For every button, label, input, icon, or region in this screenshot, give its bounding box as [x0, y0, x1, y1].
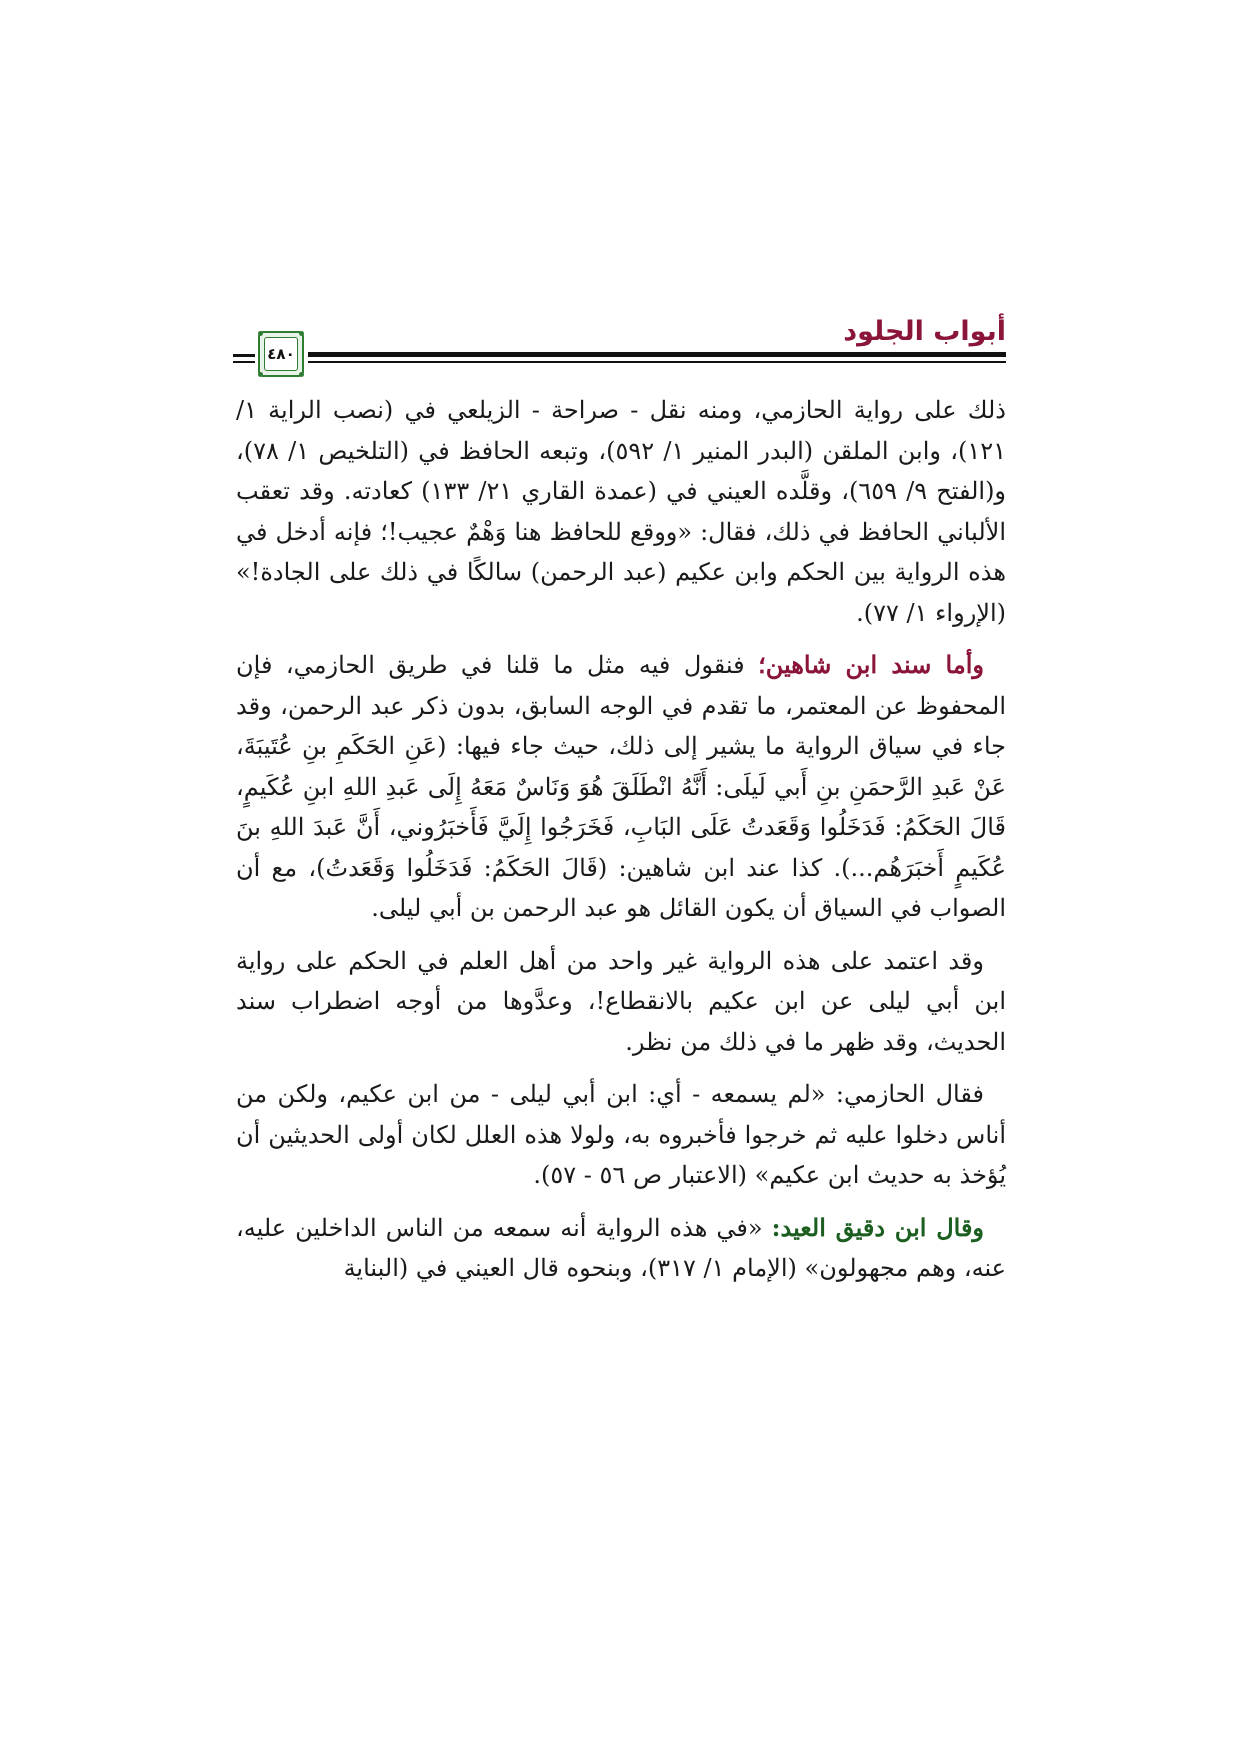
paragraph-5-lead: وقال ابن دقيق العيد: [771, 1212, 985, 1242]
badge-corner-ornament [299, 372, 304, 377]
page-number: ٤٨٠ [267, 345, 295, 363]
header-rule-thin [308, 361, 1006, 363]
paragraph-4: فقال الحازمي: «لم يسمعه - أي: ابن أبي ليلى - من ابن عكيم، ولكن من أناس دخلوا عليه ثم خرجوا فأخبروه به، ولولا هذه العلل لكان أولى الحديثين أن يُؤخذ به حديث ابن عكيم» (الاعتبار ص ٥٦ - ٥٧). [236, 1080, 1007, 1189]
badge-corner-ornament [299, 331, 304, 336]
paragraph-2-lead: وأما سند ابن شاهين؛ [758, 650, 984, 679]
badge-corner-ornament [258, 331, 263, 336]
paragraph-2 [236, 645, 1006, 929]
page-number-badge [258, 331, 304, 377]
header-rule-left-thick [233, 354, 255, 357]
badge-corner-ornament [258, 372, 263, 377]
page-body [236, 390, 1006, 1301]
paragraph-5-text: «في هذه الرواية أنه سمعه من الناس الداخلين عليه، عنه، وهم مجهولون» (الإمام ١/ ٣١٧)، وبنحوه قال العيني في (البناية [236, 1213, 1006, 1282]
header-rule-left-thin [233, 361, 255, 363]
paragraph-2-text: فنقول فيه مثل ما قلنا في طريق الحازمي، فإن المحفوظ عن المعتمر، ما تقدم في الوجه السابق، بدون ذكر عبد الرحمن، وقد جاء في سياق الرواية ما يشير إلى ذلك، حيث جاء فيها: (عَنِ الحَكَمِ بنِ عُتَيبَةَ، عَنْ عَبدِ الرَّحمَنِ بنِ أَبي لَيلَى: أَنَّهُ انْطَلَقَ هُوَ وَنَاسٌ مَعَهُ إِلَى عَبدِ اللهِ ابنِ عُكَيمٍ، قَالَ الحَكَمُ: فَدَخَلُوا وَقَعَدتُ عَلَى البَابِ، فَخَرَجُوا إِلَيَّ فَأَخبَرُوني، أَنَّ عَبدَ اللهِ بنَ عُكَيمٍ أَخبَرَهُم...). كذا عند ابن شاهين: (قَالَ الحَكَمُ: فَدَخَلُوا وَقَعَدتُ)، مع أن الصواب في السياق أن يكون القائل هو عبد الرحمن بن أبي ليلى. [236, 651, 1007, 922]
paragraph-5 [236, 1208, 1006, 1289]
paragraph-3: وقد اعتمد على هذه الرواية غير واحد من أهل العلم في الحكم على رواية ابن أبي ليلى عن ابن عكيم بالانقطاع!، وعدَّوها من أوجه اضطراب سند الحديث، وقد ظهر ما في ذلك من نظر. [236, 946, 1006, 1056]
page-header [236, 318, 1006, 380]
header-rule-thick [308, 352, 1006, 357]
chapter-title: أبواب الجلود [843, 316, 1006, 347]
paragraph-1: ذلك على رواية الحازمي، ومنه نقل - صراحة - الزيلعي في (نصب الراية ١/ ١٢١)، وابن الملقن (البدر المنير ١/ ٥٩٢)، وتبعه الحافظ في (التلخيص ١/ ٧٨)، و(الفتح ٩/ ٦٥٩)، وقلَّده العيني في (عمدة القاري ٢١/ ١٣٣) كعادته. وقد تعقب الألباني الحافظ في ذلك، فقال: «ووقع للحافظ هنا وَهْمٌ عجيب!؛ فإنه أدخل في هذه الرواية بين الحكم وابن عكيم (عبد الرحمن) سالكًا في ذلك على الجادة!» (الإرواء ١/ ٧٧). [236, 396, 1007, 627]
